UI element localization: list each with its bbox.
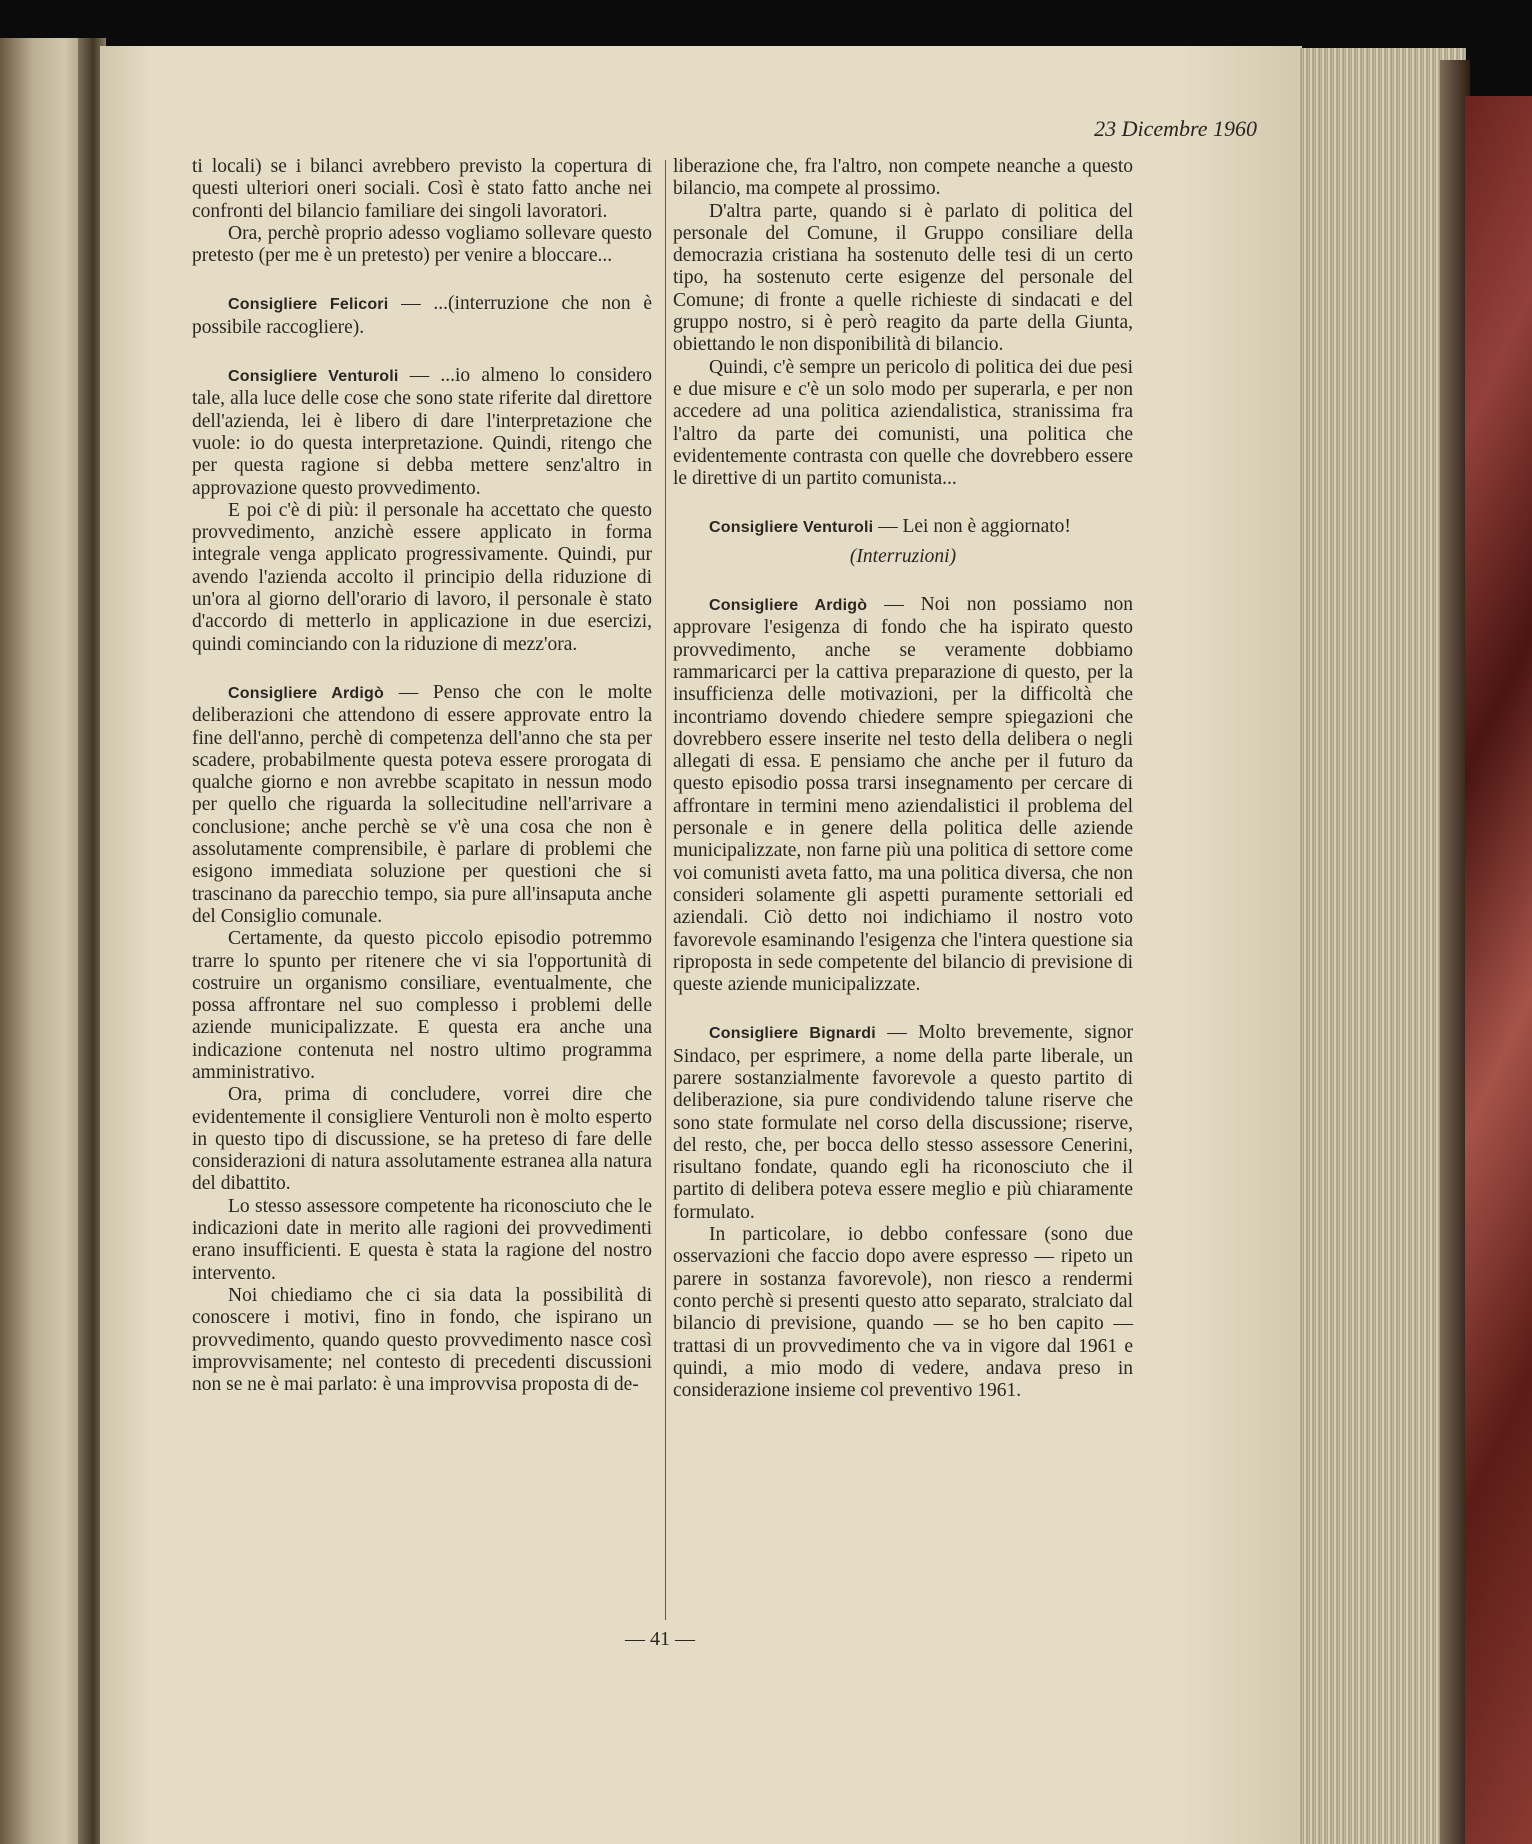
paragraph: liberazione che, fra l'altro, non compete neanche a questo bilancio, ma compete al prossimo. (673, 156, 1133, 200)
paragraph: Certamente, da questo piccolo episodio potremmo trarre lo spunto per ritenere che vi sia l'opportunità di costruire un organismo consiliare, eventualmente, che possa affrontare nel suo complesso i problemi delle aziende municipalizzate. E questa era anche una indicazione contenuta nel nostro ultimo programma amministrativo. (192, 928, 652, 1083)
speech-venturoli (673, 516, 1133, 539)
speech-venturoli (192, 365, 652, 500)
speech-text: — ...(interruzione che non è possibile raccogliere). (192, 293, 652, 338)
paragraph: Ora, perchè proprio adesso vogliamo sollevare questo pretesto (per me è un pretesto) per venire a bloccare... (192, 222, 652, 267)
speech-text: — Lei non è aggiornato! (878, 516, 1071, 538)
speech-text: — ...io almeno lo considero tale, alla luce delle cose che sono state riferite dal direttore dell'azienda, lei è libero di dare l'interpretazione che vuole: io do questa interpretazione. Quindi, ritengo che per questa ragione si debba mettere senz'altro in approvazione questo provvedimento. (192, 365, 653, 499)
paragraph: Ora, prima di concludere, vorrei dire che evidentemente il consigliere Venturoli non è molto esperto in questo tipo di discussione, se ha preteso di fare delle considerazioni di natura assolutamente estranea alla natura del dibattito. (192, 1084, 652, 1195)
speech-ardigo (192, 682, 652, 928)
page-number: — 41 — (625, 1628, 695, 1650)
speech-text: — Molto brevemente, signor Sindaco, per esprimere, a nome della parte liberale, un parere sostanzialmente favorevole a questo partito di deliberazione, sia pure condividendo talune riserve che sono state formulate nel corso della discussione; riserve, del resto, che, per bocca dello stesso assessore Cenerini, risultano fondate, quando egli ha riconosciuto che il partito di delibera poteva essere meglio e più chiaramente formulato. (673, 1022, 1134, 1223)
speech-text: — Noi non possiamo non approvare l'esigenza di fondo che ha ispirato questo provvedimento, anche se veramente dobbiamo rammaricarci per la cattiva preparazione di questo, per la insufficienza delle motivazioni, per la difficoltà che incontriamo dovendo chiedere sempre spiegazioni che dovrebbero essere inserite nel testo della delibera o negli allegati di essa. E pensiamo che anche per il futuro da questo episodio possa trarsi insegnamento per cercare di affrontare in termini meno aziendalistici il problema del personale e in genere della politica delle aziende municipalizzate, non farne più una politica di settore come voi comunisti aveta fatto, ma una politica diversa, che non consideri solamente gli aspetti puramente settoriali ed aziendali. Ciò detto noi indichiamo il nostro voto favorevole esaminando l'esigenza che l'intera questione sia riproposta in sede competente del bilancio di previsione di queste aziende municipalizzate. (673, 594, 1133, 996)
paragraph: Quindi, c'è sempre un pericolo di politica dei due pesi e due misure e c'è un solo modo per superarla, e per non accedere ad una politica aziendalistica, stranissima fra l'altro da parte dei comunisti, una politica che evidentemente contrasta con quelle che dovrebbero essere le direttive di un partito comunista... (673, 356, 1133, 490)
speaker-name: Consigliere Felicori (228, 296, 389, 314)
speaker-name: Consigliere Venturoli (228, 368, 399, 386)
paragraph: ti locali) se i bilanci avrebbero previsto la copertura di questi ulteriori oneri sociali. Così è stato fatto anche nei confronti del bilancio familiare dei singoli lavoratori. (192, 156, 652, 222)
left-text-column (192, 156, 652, 1396)
column-divider (665, 160, 666, 1620)
speech-bignardi (673, 1022, 1133, 1224)
speech-felicori (192, 293, 652, 339)
paragraph: Noi chiediamo che ci sia data la possibilità di conoscere i motivi, fino in fondo, che ispirano un provvedimento, quando questo provvedimento nasce così improvvisamente; nel contesto di precedenti discussioni non se ne è mai parlato: è una improvvisa proposta di de- (192, 1284, 652, 1396)
paragraph: Lo stesso assessore competente ha riconosciuto che le indicazioni date in merito alle ragioni dei provvedimenti erano insufficienti. E questa è stata la ragione del nostro intervento. (192, 1195, 652, 1284)
page-header-date: 23 Dicembre 1960 (1094, 116, 1257, 141)
speech-text: — Penso che con le molte deliberazioni che attendono di essere approvate entro la fine dell'anno, perchè di competenza dell'anno che sta per scadere, probabilmente questa poteva essere prorogata di qualche giorno e non avrebbe scapitato in nessun modo per quello che riguarda la sollecitudine nell'arrivare a conclusione; anche perchè se v'è una cosa che non è assolutamente comprensibile, è parlare di problemi che esigono immediata soluzione per questioni che si trascinano da parecchio tempo, sia pure all'insaputa anche del Consiglio comunale. (192, 681, 652, 927)
speaker-name: Consigliere Bignardi (709, 1025, 876, 1043)
speaker-name: Consigliere Ardigò (709, 597, 868, 615)
speaker-name: Consigliere Ardigò (228, 684, 384, 702)
marbled-binding (1465, 96, 1532, 1844)
speaker-name: Consigliere Venturoli (709, 519, 874, 537)
speech-ardigo (673, 594, 1133, 996)
paragraph: D'altra parte, quando si è parlato di politica del personale del Comune, il Gruppo consiliare della democrazia cristiana ha sostenuto delle tesi di un certo tipo, ha sostenuto certe esigenze del personale del Comune; di fronte a quelle richieste di sindacati e del gruppo nostro, si è però reagito da parte della Giunta, obiettando le non disponibilità di bilancio. (673, 200, 1133, 356)
right-text-column (673, 156, 1133, 1402)
paragraph: E poi c'è di più: il personale ha accettato che questo provvedimento, anzichè essere applicato in forma integrale venga applicato progressivamente. Quindi, pur avendo l'azienda accolto il principio della riduzione di un'ora al giorno dell'orario di lavoro, il personale è stato d'accordo di metterlo in applicazione in due esercizi, quindi cominciando con la riduzione di mezz'ora. (192, 499, 652, 655)
interruption-note: (Interruzioni) (849, 545, 957, 567)
paragraph: In particolare, io debbo confessare (sono due osservazioni che faccio dopo avere espresso — ripeto un parere in sostanza favorevole), non riesco a rendermi conto perchè si presenti questo atto separato, stralciato dal bilancio di previsione, quando — se ho ben capito — trattasi di un provvedimento che va in vigore dal 1961 e quindi, a mio modo di vedere, andava preso in considerazione insieme col preventivo 1961. (673, 1224, 1133, 1402)
